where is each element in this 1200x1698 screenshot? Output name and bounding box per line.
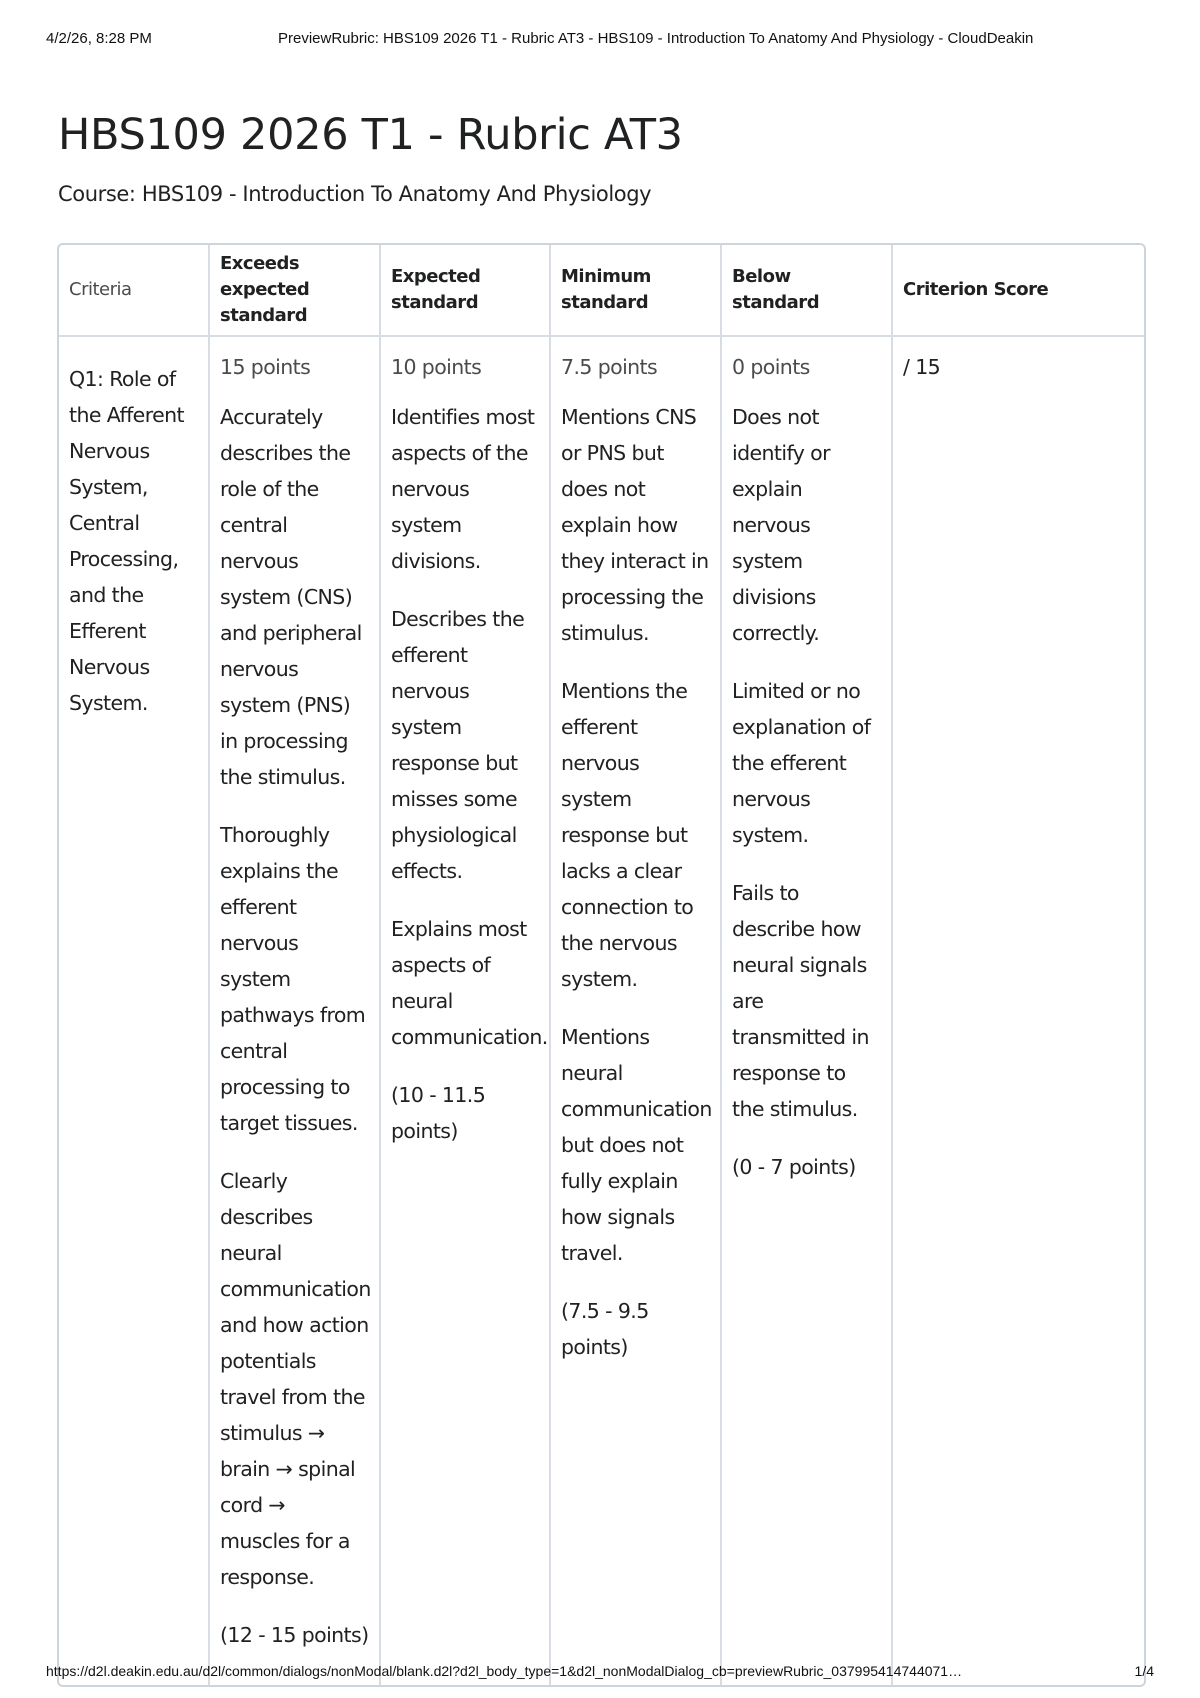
description-paragraph: Explains most aspects of neural communication. [391, 917, 548, 1049]
level-cell-below [721, 336, 892, 1685]
points-range: (7.5 - 9.5 points) [561, 1299, 649, 1359]
print-footer [46, 1663, 1154, 1685]
level-cell-minimum [550, 336, 721, 1685]
description-paragraph: Clearly describes neural communication and how action potentials travel from the stimulus → brain → spinal cord → muscles for a response. [220, 1169, 371, 1589]
table-row [59, 336, 1146, 1685]
level-points: 10 points [391, 355, 482, 379]
header-criterion-score: Criterion Score [892, 245, 1146, 336]
header-exceeds-expected-standard: Exceeds expected standard [209, 245, 380, 336]
header-minimum-standard: Minimum standard [550, 245, 721, 336]
level-points: 7.5 points [561, 355, 658, 379]
description-paragraph: Identifies most aspects of the nervous system divisions. [391, 405, 535, 573]
level-description [220, 399, 369, 1653]
criterion-name: Q1: Role of the Afferent Nervous System, Central Processing, and the Efferent Nervous System. [69, 367, 184, 715]
header-expected-standard: Expected standard [380, 245, 550, 336]
description-paragraph: Does not identify or explain nervous system divisions correctly. [732, 405, 830, 645]
criterion-cell [59, 336, 209, 1685]
description-paragraph: Fails to describe how neural signals are transmitted in response to the stimulus. [732, 881, 869, 1121]
level-description [391, 399, 548, 1149]
print-date: 4/2/26, 8:28 PM [46, 30, 152, 47]
page-title: HBS109 2026 T1 - Rubric AT3 [58, 110, 683, 160]
description-paragraph: Describes the efferent nervous system response but misses some physiological effects. [391, 607, 525, 883]
level-description [561, 399, 710, 1365]
page-number: 1/4 [1134, 1663, 1154, 1679]
header-criteria: Criteria [59, 245, 209, 336]
criterion-score-cell [892, 336, 1146, 1685]
level-cell-exceeds [209, 336, 380, 1685]
print-page-title: PreviewRubric: HBS109 2026 T1 - Rubric AT3 - HBS109 - Introduction To Anatomy And Physiology - CloudDeakin [278, 30, 1034, 47]
description-paragraph: Mentions neural communication but does not fully explain how signals travel. [561, 1025, 712, 1265]
points-range: (0 - 7 points) [732, 1155, 856, 1179]
rubric-table-container [57, 243, 1146, 1687]
description-paragraph: Accurately describes the role of the central nervous system (CNS) and peripheral nervous system (PNS) in processing the stimulus. [220, 405, 362, 789]
description-paragraph: Limited or no explanation of the efferent nervous system. [732, 679, 871, 847]
print-url: https://d2l.deakin.edu.au/d2l/common/dialogs/nonModal/blank.d2l?d2l_body_type=1&d2l_nonModalDialog_cb=previewRubric_037995414744071… [46, 1663, 963, 1679]
rubric-table [59, 245, 1146, 1685]
description-paragraph: Thoroughly explains the efferent nervous system pathways from central processing to target tissues. [220, 823, 366, 1135]
print-header [46, 30, 1154, 52]
criterion-score: / 15 [903, 355, 941, 379]
level-points: 15 points [220, 355, 311, 379]
level-cell-expected [380, 336, 550, 1685]
level-description [732, 399, 881, 1185]
header-below-standard: Below standard [721, 245, 892, 336]
description-paragraph: Mentions the efferent nervous system response but lacks a clear connection to the nervous system. [561, 679, 694, 991]
points-range: (10 - 11.5 points) [391, 1083, 486, 1143]
course-line: Course: HBS109 - Introduction To Anatomy And Physiology [58, 182, 652, 206]
description-paragraph: Mentions CNS or PNS but does not explain how they interact in processing the stimulus. [561, 405, 709, 645]
points-range: (12 - 15 points) [220, 1623, 369, 1647]
level-points: 0 points [732, 355, 810, 379]
rubric-header-row [59, 245, 1146, 336]
